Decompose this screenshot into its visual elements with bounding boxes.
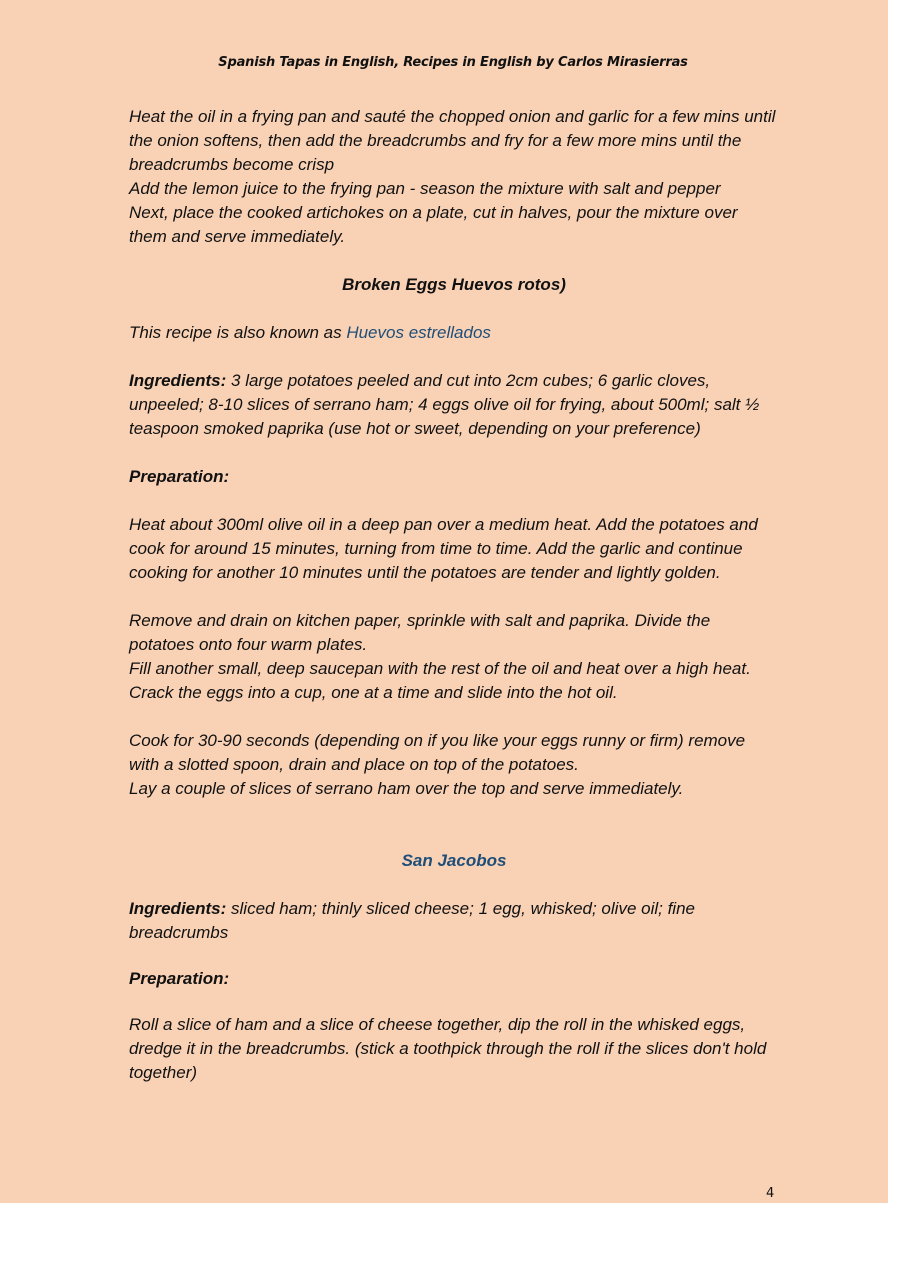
- prev-recipe-step: Add the lemon juice to the frying pan - season the mixture with salt and pepper: [129, 179, 721, 198]
- page-content: [129, 105, 779, 1085]
- preparation-step: Heat about 300ml olive oil in a deep pan over a medium heat. Add the potatoes and cook for around 15 minutes, turning from time to time. Add the garlic and continue cooking for another 10 minutes until the potatoes are tender and lightly golden.: [129, 515, 758, 582]
- ingredients-text: sliced ham; thinly sliced cheese; 1 egg, whisked; olive oil; fine breadcrumbs: [129, 899, 695, 942]
- aka-link[interactable]: Huevos estrellados: [346, 323, 491, 342]
- preparation-step: Crack the eggs into a cup, one at a time and slide into the hot oil.: [129, 683, 618, 702]
- preparation-label: Preparation:: [129, 969, 230, 988]
- page-header: Spanish Tapas in English, Recipes in English by Carlos Mirasierras: [218, 55, 688, 70]
- ingredients-paragraph: [129, 369, 779, 441]
- prev-recipe-step: Heat the oil in a frying pan and sauté the chopped onion and garlic for a few mins until the onion softens, then add the breadcrumbs and fry for a few more mins until the breadcrumbs become crisp: [129, 107, 776, 174]
- ingredients-text: 3 large potatoes peeled and cut into 2cm cubes; 6 garlic cloves, unpeeled; 8-10 slices of serrano ham; 4 eggs olive oil for frying, about 500ml; salt ½ teaspoon smoked paprika (use hot or sweet, depending on your preference): [129, 371, 760, 438]
- preparation-step: Remove and drain on kitchen paper, sprinkle with salt and paprika. Divide the potatoes onto four warm plates.: [129, 611, 711, 654]
- recipe-title-huevos-rotos: Broken Eggs Huevos rotos): [342, 275, 566, 294]
- page-number: 4: [766, 1186, 775, 1201]
- prev-recipe-step: Next, place the cooked artichokes on a plate, cut in halves, pour the mixture over them and serve immediately.: [129, 203, 738, 246]
- preparation-step: Cook for 30-90 seconds (depending on if you like your eggs runny or firm) remove with a slotted spoon, drain and place on top of the potatoes.: [129, 731, 746, 774]
- recipe-aka: [129, 321, 779, 345]
- preparation-step: Roll a slice of ham and a slice of cheese together, dip the roll in the whisked eggs, dredge it in the breadcrumbs. (stick a toothpick through the roll if the slices don't hold together): [129, 1015, 767, 1082]
- preparation-step: Fill another small, deep saucepan with the rest of the oil and heat over a high heat.: [129, 659, 751, 678]
- ingredients-paragraph: [129, 897, 779, 945]
- preparation-step: Lay a couple of slices of serrano ham over the top and serve immediately.: [129, 779, 684, 798]
- ingredients-label: Ingredients:: [129, 899, 227, 918]
- recipe-title-san-jacobos: San Jacobos: [401, 851, 507, 870]
- preparation-label: Preparation:: [129, 467, 230, 486]
- aka-text: This recipe is also known as: [129, 323, 347, 342]
- ingredients-label: Ingredients:: [129, 371, 227, 390]
